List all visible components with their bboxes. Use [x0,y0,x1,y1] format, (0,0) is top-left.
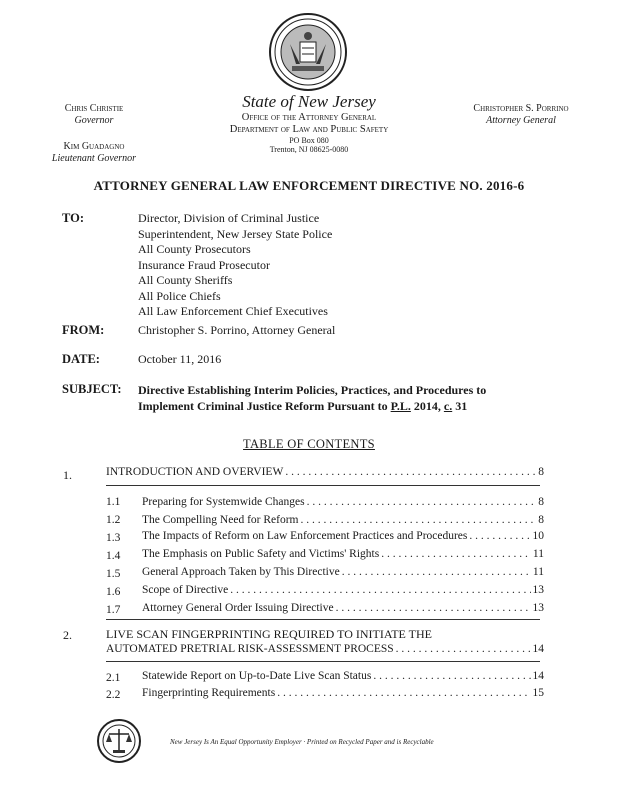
attorney-general-block [446,103,596,127]
state-name: State of New Jersey [242,92,376,111]
letterhead [184,92,434,154]
recipient: All Law Enforcement Chief Executives [138,304,328,318]
date-value: October 11, 2016 [138,352,222,366]
recipient-list [138,211,332,320]
toc-item[interactable]: Statewide Report on Up-to-Date Live Scan Status . . . 14 [142,670,544,686]
date-label: DATE: [62,352,100,366]
toc-item-number: 2.1 [106,672,121,684]
subject-line: Implement Criminal Justice Reform Pursuant to P.L. 2014, c. 31 [138,399,468,413]
subject-value [138,382,538,414]
toc-item-number: 1.4 [106,550,121,562]
recipient: Superintendent, New Jersey State Police [138,226,333,241]
from-value: Christopher S. Porrino, Attorney General [138,323,336,337]
toc-item-number: 1.1 [106,496,121,508]
toc-item-number: 1.6 [106,586,121,598]
toc-section-2[interactable] [106,643,544,659]
ag-title: Attorney General [486,115,556,126]
scales-of-justice-icon [96,718,142,764]
recipient: Insurance Fraud Prosecutor [138,257,270,272]
toc-item-number: 1.3 [106,532,121,544]
directive-title: ATTORNEY GENERAL LAW ENFORCEMENT DIRECTIVE NO. 2016-6 [93,178,525,193]
recipient: All County Prosecutors [138,242,251,256]
toc-item-number: 2.2 [106,689,121,701]
toc-title: TABLE OF CONTENTS [243,437,375,451]
governor-name: Chris Christie [64,103,124,114]
toc-item-number: 1.5 [106,568,121,580]
toc-section-title: AUTOMATED PRETRIAL RISK-ASSESSMENT PROCESS [106,643,394,655]
office-name: Office of the Attorney General [241,112,377,123]
toc-item[interactable]: General Approach Taken by This Directive . . . 11 [142,566,544,582]
lt-governor-name: Kim Guadagno [63,141,125,152]
toc-item[interactable]: The Impacts of Reform on Law Enforcement Practices and Procedures . . . 10 [142,530,544,546]
lt-governor-title: Lieutenant Governor [51,153,137,164]
recipient: Director, Division of Criminal Justice [138,211,320,225]
subject-label: SUBJECT: [62,382,122,396]
toc-item[interactable]: The Emphasis on Public Safety and Victims' Rights . . . 11 [142,548,544,564]
toc-item-number: 1.2 [106,514,121,526]
divider [106,485,540,486]
recipient: All County Sheriffs [138,273,233,287]
governor-block [34,103,154,165]
ag-name: Christopher S. Porrino [473,103,569,114]
toc-section-number: 1. [63,468,72,482]
toc-item[interactable]: Scope of Directive . . . 13 [142,584,544,600]
toc-page: 14 [532,643,544,655]
divider [106,619,540,620]
toc-item-number: 1.7 [106,604,121,616]
department-name: Department of Law and Public Safety [229,124,389,135]
from-label: FROM: [62,323,105,337]
city-line: Trenton, NJ 08625-0080 [269,145,349,154]
footer-text: New Jersey Is An Equal Opportunity Employer · Printed on Recycled Paper and is Recyclable [170,738,434,746]
recipient: All Police Chiefs [138,288,221,303]
divider [106,661,540,662]
toc-item[interactable]: The Compelling Need for Reform . . . 8 [142,514,544,530]
toc-item[interactable]: Attorney General Order Issuing Directive . . . 13 [142,602,544,618]
toc-page: 8 [538,466,544,478]
toc-item[interactable]: Fingerprinting Requirements . . . 15 [142,687,544,703]
toc-section-title: INTRODUCTION AND OVERVIEW [106,466,284,478]
toc-section-number: 2. [63,628,72,642]
governor-title: Governor [74,115,114,126]
state-seal-icon [268,12,348,92]
to-label: TO: [62,211,84,225]
toc-item[interactable]: Preparing for Systemwide Changes . . . 8 [142,496,544,512]
po-box: PO Box 080 [289,136,329,145]
subject-line: Directive Establishing Interim Policies, Practices, and Procedures to [138,383,487,397]
toc-section-title-line: LIVE SCAN FINGERPRINTING REQUIRED TO INITIATE THE [106,627,432,641]
toc-section-1[interactable] [106,466,544,482]
